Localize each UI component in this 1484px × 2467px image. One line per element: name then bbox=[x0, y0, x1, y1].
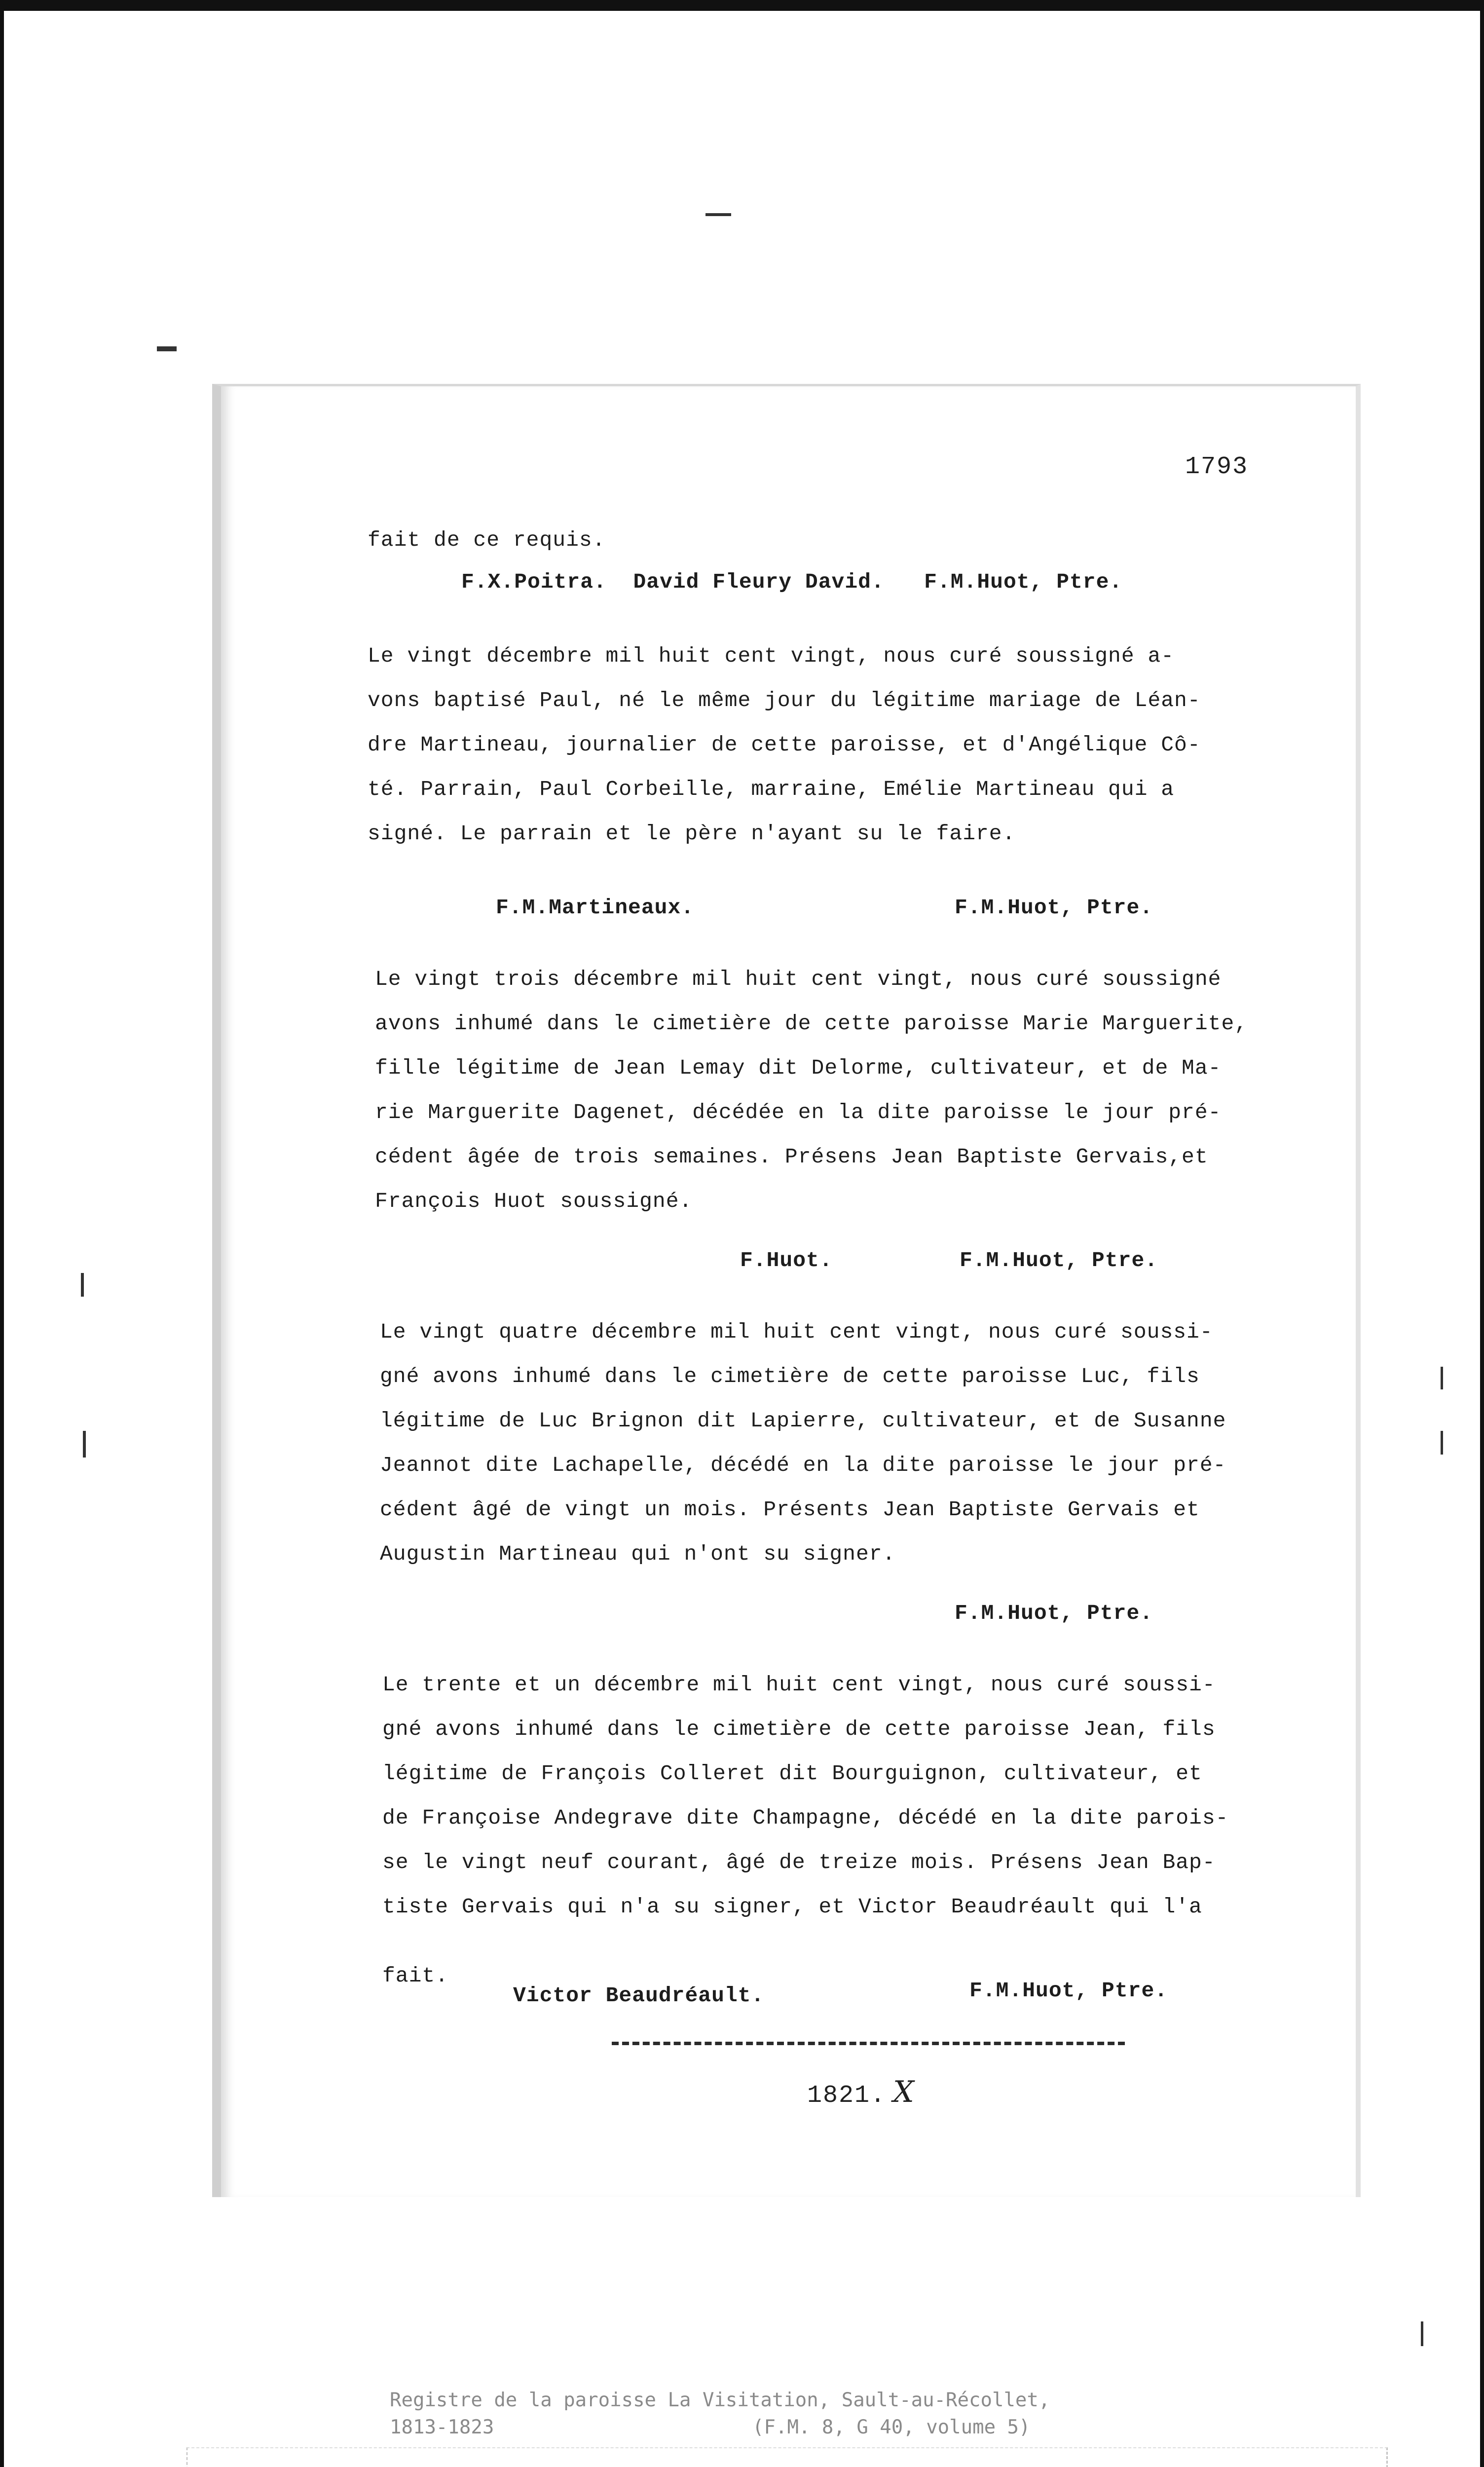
archive-label-box bbox=[186, 2447, 1388, 2467]
page-number: 1793 bbox=[1185, 453, 1249, 481]
entry-2-signature-1: F.M.Huot, Ptre. bbox=[960, 1248, 1158, 1272]
entry-3-line-4: cédent âgé de vingt un mois. Présents Jean Baptiste Gervais et bbox=[380, 1497, 1200, 1522]
scan-speck bbox=[705, 213, 731, 216]
scan-speck bbox=[1441, 1367, 1443, 1389]
entry-1-line-2: dre Martineau, journalier de cette paroisse, et d'Angélique Cô- bbox=[368, 733, 1201, 757]
end-date-mark: X bbox=[893, 2075, 915, 2109]
entry-4-line-1: gné avons inhumé dans le cimetière de cette paroisse Jean, fils bbox=[382, 1717, 1216, 1741]
entry-4-line-5: tiste Gervais qui n'a su signer, et Victor Beaudréault qui l'a bbox=[382, 1895, 1202, 1919]
end-of-year-rule bbox=[612, 2042, 1125, 2045]
entry-3-line-3: Jeannot dite Lachapelle, décédé en la dite paroisse le jour pré- bbox=[380, 1453, 1226, 1477]
scan-right-border bbox=[1480, 0, 1484, 2467]
entry-2-line-4: cédent âgée de trois semaines. Présens Jean Baptiste Gervais,et bbox=[375, 1145, 1208, 1169]
entry-4-line-4: se le vingt neuf courant, âgé de treize mois. Présens Jean Bap- bbox=[382, 1850, 1216, 1874]
entry-1-signature-1: F.M.Huot, Ptre. bbox=[955, 896, 1153, 920]
entry-3-line-1: gné avons inhumé dans le cimetière de cette paroisse Luc, fils bbox=[380, 1364, 1200, 1388]
end-date bbox=[807, 2075, 915, 2110]
scan-left-border bbox=[0, 0, 4, 2467]
entry-2-line-2: fille légitime de Jean Lemay dit Delorme, cultivateur, et de Ma- bbox=[375, 1056, 1222, 1080]
entry-1-line-0: Le vingt décembre mil huit cent vingt, nous curé soussigné a- bbox=[368, 644, 1175, 668]
entry-0-line-0: fait de ce requis. bbox=[368, 528, 606, 552]
entry-2-signature-0: F.Huot. bbox=[740, 1248, 833, 1272]
caption-line-2-right: (F.M. 8, G 40, volume 5) bbox=[752, 2416, 1031, 2438]
entry-3-line-0: Le vingt quatre décembre mil huit cent vingt, nous curé soussi- bbox=[380, 1320, 1213, 1344]
entry-4-line-3: de Françoise Andegrave dite Champagne, décédé en la dite parois- bbox=[382, 1806, 1229, 1830]
entry-3-signature-0: F.M.Huot, Ptre. bbox=[955, 1601, 1153, 1625]
entry-4-line-0: Le trente et un décembre mil huit cent vingt, nous curé soussi- bbox=[382, 1673, 1216, 1697]
entry-2-line-1: avons inhumé dans le cimetière de cette paroisse Marie Marguerite, bbox=[375, 1011, 1248, 1036]
scan-speck bbox=[157, 346, 177, 351]
scan-top-border bbox=[0, 0, 1484, 11]
scan-speck bbox=[81, 1273, 84, 1297]
entry-2-line-0: Le vingt trois décembre mil huit cent vingt, nous curé soussigné bbox=[375, 967, 1222, 991]
end-date-text: 1821. bbox=[807, 2082, 887, 2110]
entry-3-line-2: légitime de Luc Brignon dit Lapierre, cultivateur, et de Susanne bbox=[380, 1409, 1226, 1433]
entry-2-line-3: rie Marguerite Dagenet, décédée en la dite paroisse le jour pré- bbox=[375, 1100, 1222, 1124]
entry-1-line-1: vons baptisé Paul, né le même jour du légitime mariage de Léan- bbox=[368, 688, 1201, 712]
caption-line-2-left: 1813-1823 bbox=[390, 2416, 494, 2438]
entry-1-signature-0: F.M.Martineaux. bbox=[496, 896, 695, 920]
scan-speck bbox=[83, 1431, 86, 1458]
scan-speck bbox=[1441, 1431, 1443, 1455]
entry-2-line-5: François Huot soussigné. bbox=[375, 1189, 693, 1213]
scan-speck bbox=[1421, 2321, 1423, 2346]
entry-1-line-4: signé. Le parrain et le père n'ayant su le faire. bbox=[368, 822, 1016, 846]
entry-1-line-3: té. Parrain, Paul Corbeille, marraine, Emélie Martineau qui a bbox=[368, 777, 1175, 801]
entry-4-line-6: fait. bbox=[382, 1964, 449, 1988]
entry-4-signature-1: F.M.Huot, Ptre. bbox=[969, 1979, 1168, 2003]
entry-0-signatures: F.X.Poitra. David Fleury David. F.M.Huot, Ptre. bbox=[461, 570, 1123, 594]
entry-3-line-5: Augustin Martineau qui n'ont su signer. bbox=[380, 1542, 896, 1566]
entry-4-line-2: légitime de François Colleret dit Bourguignon, cultivateur, et bbox=[382, 1761, 1202, 1786]
caption-line-1: Registre de la paroisse La Visitation, Sault-au-Récollet, bbox=[390, 2389, 1050, 2411]
entry-4-signature-0: Victor Beaudréault. bbox=[513, 1983, 765, 2008]
